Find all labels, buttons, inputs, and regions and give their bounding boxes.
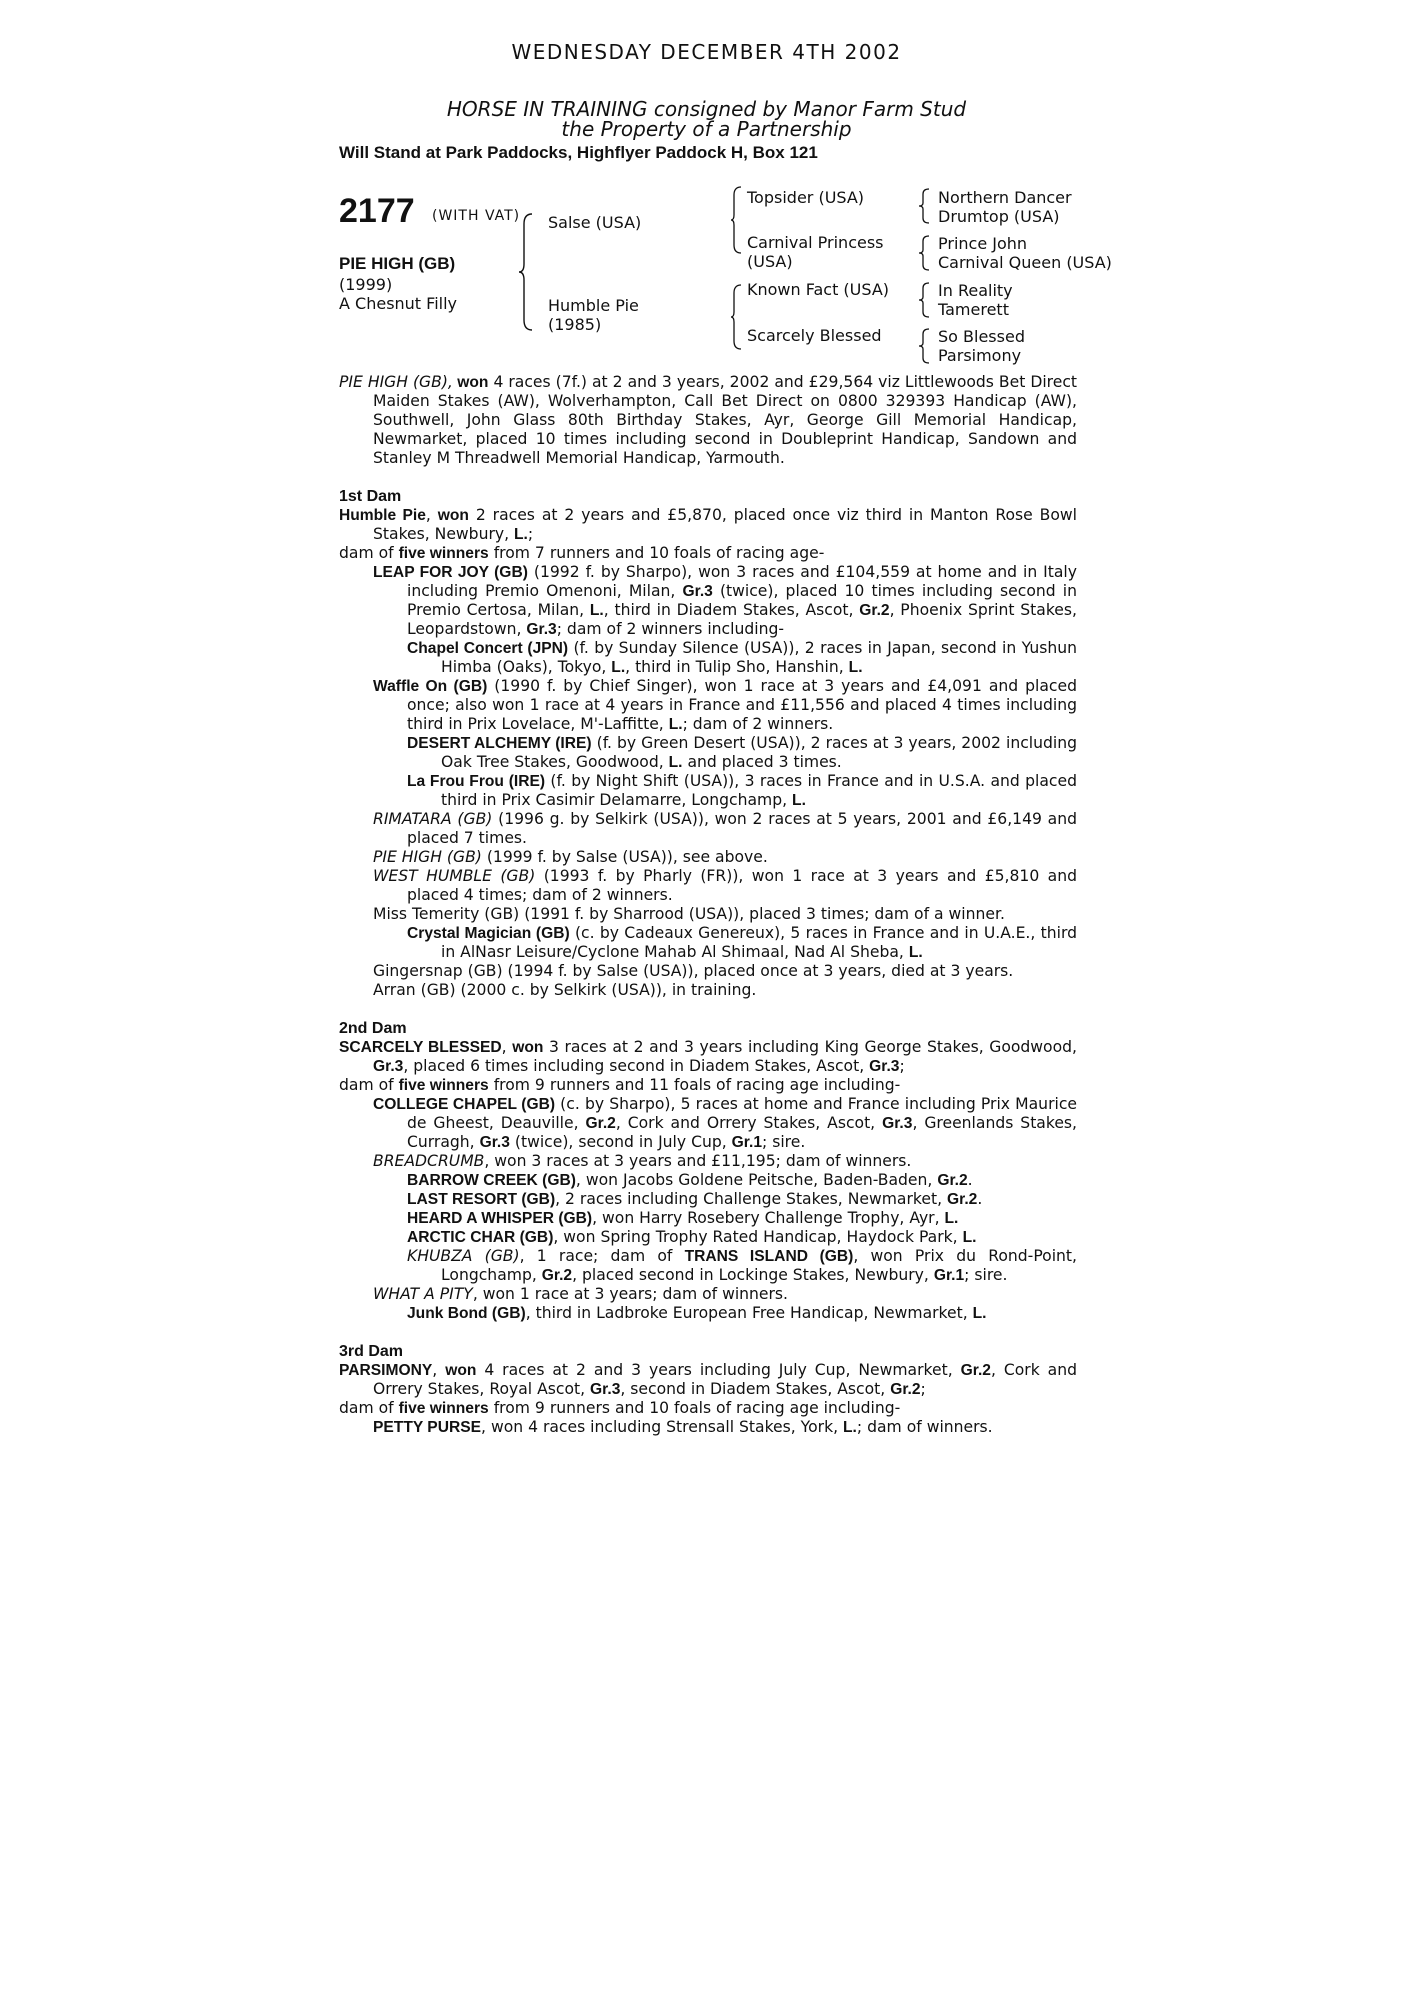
produce-west-humble: WEST HUMBLE (GB) (1993 f. by Pharly (FR)), won 1 race at 3 years and £5,810 and placed 4 times; dam of 2 winners. xyxy=(373,867,1078,904)
pedigree-brace-sd xyxy=(918,235,932,271)
pedigree-sdd: Carnival Queen (USA) xyxy=(938,253,1112,272)
second-dam-record: SCARCELY BLESSED, won 3 races at 2 and 3 years including King George Stakes, Goodwood, Gr.3, placed 6 times including second in Diadem Stakes, Ascot, Gr.3; xyxy=(339,1038,1077,1075)
pedigree-brace-dam xyxy=(730,283,744,351)
produce-last-resort: LAST RESORT (GB), 2 races including Challenge Stakes, Newmarket, Gr.2. xyxy=(407,1190,983,1208)
second-dam-produce-summary: dam of five winners from 9 runners and 11 foals of racing age including- xyxy=(339,1076,901,1094)
produce-chapel-concert: Chapel Concert (JPN) (f. by Sunday Silence (USA)), 2 races in Japan, second in Yushun Himba (Oaks), Tokyo, L., third in Tulip Sho, Hanshin, L. xyxy=(407,639,1077,676)
produce-leap-for-joy: LEAP FOR JOY (GB) (1992 f. by Sharpo), won 3 races and £104,559 at home and in Italy including Premio Omenoni, Milan, Gr.3 (twice), placed 10 times including second in Premio Certosa, Milan, L., third in Diadem Stakes, Ascot, Gr.2, Phoenix Sprint Stakes, Leopardstown, Gr.3; dam of 2 winners including- xyxy=(373,563,1077,638)
pedigree-dam: Humble Pie xyxy=(548,296,639,315)
race-record: PIE HIGH (GB), won 4 races (7f.) at 2 and 3 years, 2002 and £29,564 viz Littlewoods Bet Direct Maiden Stakes (AW), Wolverhampton, Call Bet Direct on 0800 329393 Handicap (AW), Southwell, John Glass 80th Birthday Stakes, Ayr, George Gill Memorial Handicap, Newmarket, placed 10 times including second in Doubleprint Handicap, Sandown and Stanley M Threadwell Memorial Handicap, Yarmouth. xyxy=(339,373,1078,467)
first-dam-produce-summary: dam of five winners from 7 runners and 10 foals of racing age- xyxy=(339,544,825,562)
produce-arran: Arran (GB) (2000 c. by Selkirk (USA)), in training. xyxy=(373,981,757,999)
pedigree-sire-dam: Carnival Princess xyxy=(747,233,884,252)
produce-gingersnap: Gingersnap (GB) (1994 f. by Salse (USA)), placed once at 3 years, died at 3 years. xyxy=(373,962,1014,980)
pedigree-sss: Northern Dancer xyxy=(938,188,1072,207)
produce-khubza: KHUBZA (GB), 1 race; dam of TRANS ISLAND (GB), won Prix du Rond-Point, Longchamp, Gr.2, placed second in Lockinge Stakes, Newbury, Gr.1; sire. xyxy=(407,1247,1077,1284)
pedigree-brace-ss xyxy=(918,188,932,224)
consignment-line-1: HORSE IN TRAINING consigned by Manor Farm Stud xyxy=(446,97,967,121)
pedigree-dds: So Blessed xyxy=(938,327,1025,346)
third-dam-heading: 3rd Dam xyxy=(339,1343,404,1360)
pedigree-brace-ds xyxy=(918,282,932,318)
pedigree-brace-sire xyxy=(730,185,744,255)
produce-arctic-char: ARCTIC CHAR (GB), won Spring Trophy Rated Handicap, Haydock Park, L. xyxy=(407,1228,977,1246)
produce-la-frou-frou: La Frou Frou (IRE) (f. by Night Shift (USA)), 3 races in France and in U.S.A. and placed third in Prix Casimir Delamarre, Longchamp, L. xyxy=(407,772,1077,809)
pedigree-dsd: Tamerett xyxy=(938,300,1009,319)
pedigree-sire-dam-country: (USA) xyxy=(747,252,793,271)
pedigree-ssd: Drumtop (USA) xyxy=(938,207,1060,226)
produce-college-chapel: COLLEGE CHAPEL (GB) (c. by Sharpo), 5 races at home and France including Prix Maurice de Gheest, Deauville, Gr.2, Cork and Orrery Stakes, Ascot, Gr.3, Greenlands Stakes, Curragh, Gr.3 (twice), second in July Cup, Gr.1; sire. xyxy=(373,1095,1078,1151)
produce-breadcrumb: BREADCRUMB, won 3 races at 3 years and £11,195; dam of winners. xyxy=(373,1152,912,1170)
lot-number: 2177 xyxy=(339,192,415,230)
stand-location: Will Stand at Park Paddocks, Highflyer Paddock H, Box 121 xyxy=(339,143,818,162)
produce-petty-purse: PETTY PURSE, won 4 races including Strensall Stakes, York, L.; dam of winners. xyxy=(373,1418,993,1436)
pedigree-sire-sire: Topsider (USA) xyxy=(747,188,865,207)
third-dam-produce-summary: dam of five winners from 9 runners and 10 foals of racing age including- xyxy=(339,1399,901,1417)
produce-pie-high: PIE HIGH (GB) (1999 f. by Salse (USA)), see above. xyxy=(373,848,768,866)
produce-desert-alchemy: DESERT ALCHEMY (IRE) (f. by Green Desert (USA)), 2 races at 3 years, 2002 including Oak Tree Stakes, Goodwood, L. and placed 3 times. xyxy=(407,734,1077,771)
pedigree-dam-sire: Known Fact (USA) xyxy=(747,280,890,299)
horse-name: PIE HIGH (GB) xyxy=(339,254,456,273)
vat-note: (WITH VAT) xyxy=(432,208,521,224)
produce-heard-a-whisper: HEARD A WHISPER (GB), won Harry Rosebery Challenge Trophy, Ayr, L. xyxy=(407,1209,959,1227)
pedigree-sire: Salse (USA) xyxy=(548,213,642,232)
pedigree-dam-year: (1985) xyxy=(548,315,602,334)
produce-waffle-on: Waffle On (GB) (1990 f. by Chief Singer), won 1 race at 3 years and £4,091 and placed once; also won 1 race at 4 years in France and £11,556 and placed 4 times including third in Prix Lovelace, M'-Laffitte, L.; dam of 2 winners. xyxy=(373,677,1077,733)
produce-what-a-pity: WHAT A PITY, won 1 race at 3 years; dam of winners. xyxy=(373,1285,789,1303)
horse-description: A Chesnut Filly xyxy=(339,294,458,313)
pedigree-sds: Prince John xyxy=(938,234,1028,253)
produce-junk-bond: Junk Bond (GB), third in Ladbroke European Free Handicap, Newmarket, L. xyxy=(407,1304,987,1322)
sale-date: WEDNESDAY DECEMBER 4TH 2002 xyxy=(511,40,902,64)
produce-crystal-magician: Crystal Magician (GB) (c. by Cadeaux Genereux), 5 races in France and in U.A.E., third in AlNasr Leisure/Cyclone Mahab Al Shimaal, Nad Al Sheba, L. xyxy=(407,924,1077,961)
pedigree-brace-dd xyxy=(918,328,932,364)
third-dam-record: PARSIMONY, won 4 races at 2 and 3 years including July Cup, Newmarket, Gr.2, Cork and Orrery Stakes, Royal Ascot, Gr.3, second in Diadem Stakes, Ascot, Gr.2; xyxy=(339,1361,1077,1398)
horse-year: (1999) xyxy=(339,275,393,294)
produce-barrow-creek: BARROW CREEK (GB), won Jacobs Goldene Peitsche, Baden-Baden, Gr.2. xyxy=(407,1171,973,1189)
pedigree-dss: In Reality xyxy=(938,281,1013,300)
first-dam-record: Humble Pie, won 2 races at 2 years and £5,870, placed once viz third in Manton Rose Bowl Stakes, Newbury, L.; xyxy=(339,506,1078,543)
second-dam-heading: 2nd Dam xyxy=(339,1020,407,1037)
catalogue-body xyxy=(339,373,1077,1437)
consignment-line-2: the Property of a Partnership xyxy=(561,117,852,141)
pedigree-dam-dam: Scarcely Blessed xyxy=(747,326,882,345)
pedigree-ddd: Parsimony xyxy=(938,346,1022,365)
first-dam-heading: 1st Dam xyxy=(339,488,402,505)
pedigree-brace-main xyxy=(518,212,538,332)
produce-miss-temerity: Miss Temerity (GB) (1991 f. by Sharrood (USA)), placed 3 times; dam of a winner. xyxy=(373,905,1005,923)
produce-rimatara: RIMATARA (GB) (1996 g. by Selkirk (USA)), won 2 races at 5 years, 2001 and £6,149 and placed 7 times. xyxy=(373,810,1077,847)
